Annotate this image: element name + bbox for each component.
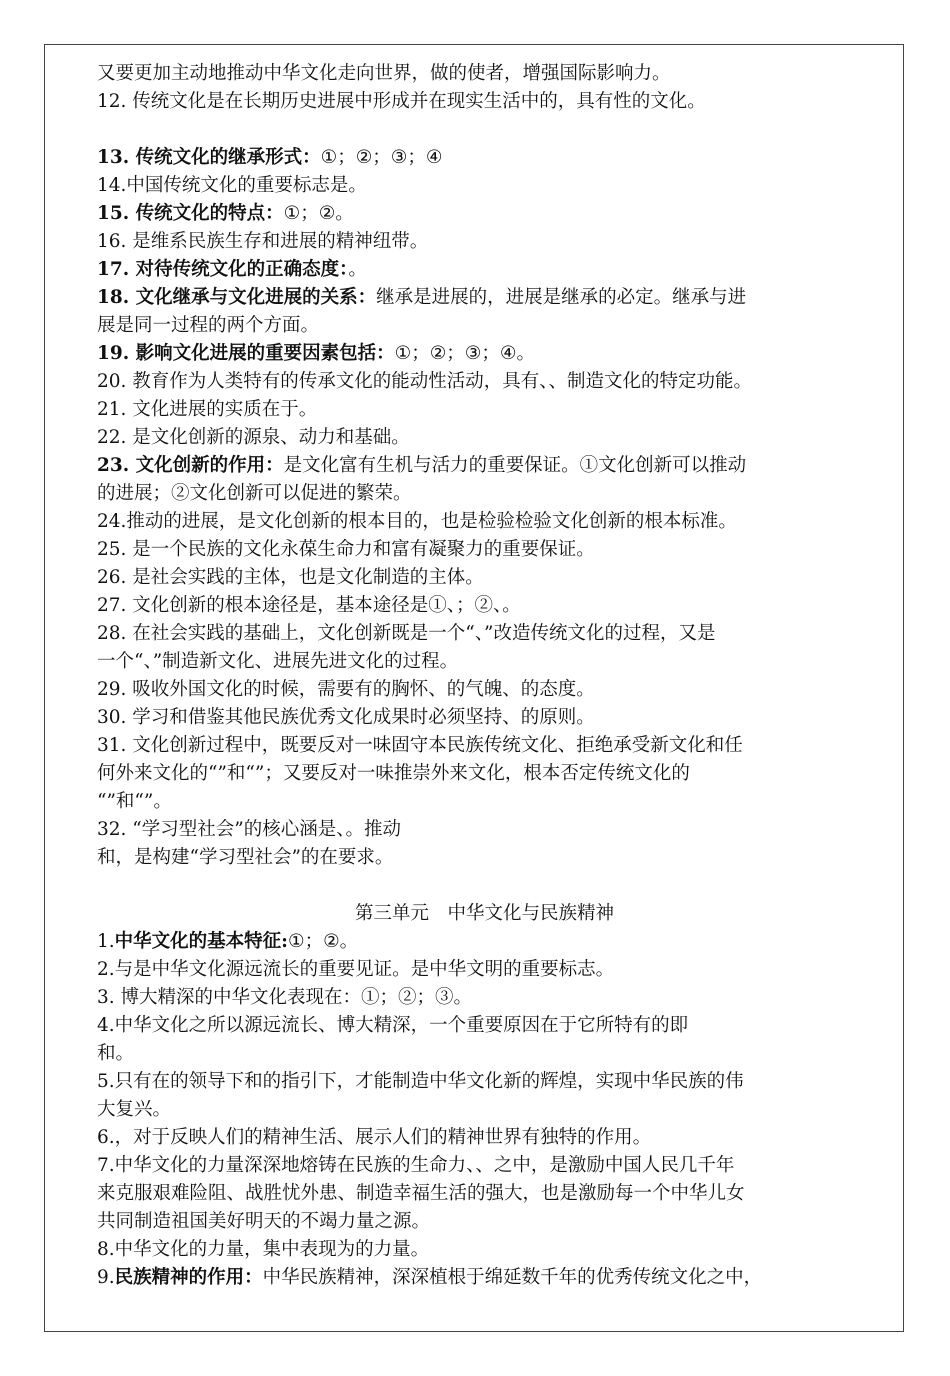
line-text: “”和“”。 [97, 791, 172, 812]
line-text: 7.中华文化的力量深深地熔铸在民族的生命力、、之中，是激励中国人民几千年 [97, 1155, 735, 1176]
text-line [97, 424, 872, 452]
text-line [97, 1264, 872, 1292]
text-line [97, 648, 872, 676]
text-line [97, 984, 872, 1012]
text-line [97, 172, 872, 200]
blank-line [97, 116, 872, 144]
line-text: ①；②；③；④ [320, 147, 443, 168]
text-line [97, 1152, 872, 1180]
text-line [97, 592, 872, 620]
line-text: 2.与是中华文化源远流长的重要见证。是中华文明的重要标志。 [97, 959, 615, 980]
text-line [97, 844, 872, 872]
line-text: 。 [348, 259, 367, 280]
text-line [97, 1068, 872, 1096]
text-line [97, 1124, 872, 1152]
line-text: 和。 [97, 1043, 135, 1064]
text-line [97, 1040, 872, 1068]
text-line [97, 452, 872, 480]
line-text: 14.中国传统文化的重要标志是。 [97, 175, 367, 196]
line-text: 26. 是社会实践的主体，也是文化制造的主体。 [97, 567, 484, 588]
text-line [97, 620, 872, 648]
line-text: 来克服艰难险阻、战胜忧外患、制造幸福生活的强大，也是激励每一个中华儿女 [97, 1183, 745, 1204]
text-line [97, 312, 872, 340]
text-line [97, 480, 872, 508]
line-text: ①；②。 [283, 203, 354, 224]
text-line [97, 1208, 872, 1236]
item-number: 9. [97, 1267, 115, 1288]
line-text: 32. “学习型社会”的核心涵是、。推动 [97, 819, 401, 840]
text-line [97, 284, 872, 312]
line-text: 8.中华文化的力量，集中表现为的力量。 [97, 1239, 430, 1260]
text-line [97, 508, 872, 536]
section-title-text: 第三单元 中华文化与民族精神 [354, 903, 614, 924]
bold-heading: 中华文化的基本特征: [114, 931, 288, 952]
text-line [97, 1096, 872, 1124]
line-text: 16. 是维系民族生存和进展的精神纽带。 [97, 231, 429, 252]
section-title [97, 900, 872, 928]
line-text: 4.中华文化之所以源远流长、博大精深，一个重要原因在于它所特有的即 [97, 1015, 689, 1036]
line-text: 一个“、”制造新文化、进展先进文化的过程。 [97, 651, 459, 672]
document-body [97, 60, 872, 1292]
line-text: 12. 传统文化是在长期历史进展中形成并在现实生活中的，具有性的文化。 [97, 91, 706, 112]
line-text: 中华民族精神，深深植根于绵延数千年的优秀传统文化之中， [262, 1267, 763, 1288]
line-text: ①；②。 [288, 931, 359, 952]
line-text: 22. 是文化创新的源泉、动力和基础。 [97, 427, 410, 448]
line-text: 5.只有在的领导下和的指引下，才能制造中华文化新的辉煌，实现中华民族的伟 [97, 1071, 744, 1092]
text-line [97, 704, 872, 732]
line-text: 24.推动的进展，是文化创新的根本目的，也是检验检验文化创新的根本标准。 [97, 511, 737, 532]
text-line [97, 228, 872, 256]
line-text: 30. 学习和借鉴其他民族优秀文化成果时必须坚持、的原则。 [97, 707, 595, 728]
line-text: 的进展；②文化创新可以促进的繁荣。 [97, 483, 412, 504]
bold-heading: 民族精神的作用： [114, 1267, 263, 1288]
bold-heading: 18. 文化继承与文化进展的关系： [97, 287, 377, 308]
line-text: 27. 文化创新的根本途径是，基本途径是①、；②、。 [97, 595, 521, 616]
line-text: 展是同一过程的两个方面。 [97, 315, 320, 336]
bold-heading: 23. 文化创新的作用： [97, 455, 284, 476]
line-text: 6.，对于反映人们的精神生活、展示人们的精神世界有独特的作用。 [97, 1127, 652, 1148]
bold-heading: 17. 对待传统文化的正确态度： [97, 259, 349, 280]
text-line [97, 760, 872, 788]
line-text: 何外来文化的“”和“”；又要反对一味推崇外来文化，根本否定传统文化的 [97, 763, 690, 784]
line-text: 20. 教育作为人类特有的传承文化的能动性活动，具有、、制造文化的特定功能。 [97, 371, 753, 392]
line-text: 又要更加主动地推动中华文化走向世界，做的使者，增强国际影响力。 [97, 63, 671, 84]
line-text: 大复兴。 [97, 1099, 172, 1120]
text-line [97, 1236, 872, 1264]
blank-line [97, 872, 872, 900]
text-line [97, 956, 872, 984]
text-line [97, 676, 872, 704]
text-line [97, 928, 872, 956]
text-line [97, 788, 872, 816]
text-line [97, 396, 872, 424]
line-text: 和，是构建“学习型社会”的在要求。 [97, 847, 394, 868]
text-line [97, 88, 872, 116]
line-text: 28. 在社会实践的基础上，文化创新既是一个“、”改造传统文化的过程，又是 [97, 623, 716, 644]
line-text: 是文化富有生机与活力的重要保证。①文化创新可以推动 [283, 455, 747, 476]
item-number: 1. [97, 931, 115, 952]
text-line [97, 1180, 872, 1208]
bold-heading: 19. 影响文化进展的重要因素包括： [97, 343, 395, 364]
text-line [97, 256, 872, 284]
text-line [97, 732, 872, 760]
line-text: 31. 文化创新过程中，既要反对一味固守本民族传统文化、拒绝承受新文化和任 [97, 735, 743, 756]
line-text: 21. 文化进展的实质在于。 [97, 399, 318, 420]
text-line [97, 536, 872, 564]
line-text: 25. 是一个民族的文化永葆生命力和富有凝聚力的重要保证。 [97, 539, 595, 560]
bold-heading: 15. 传统文化的特点： [97, 203, 284, 224]
text-line [97, 340, 872, 368]
text-line [97, 816, 872, 844]
text-line [97, 1012, 872, 1040]
line-text: 3. 博大精深的中华文化表现在：①；②；③。 [97, 987, 473, 1008]
line-text: 共同制造祖国美好明天的不竭力量之源。 [97, 1211, 431, 1232]
text-line [97, 200, 872, 228]
line-text: 继承是进展的，进展是继承的必定。继承与进 [376, 287, 747, 308]
line-text: 29. 吸收外国文化的时候，需要有的胸怀、的气魄、的态度。 [97, 679, 595, 700]
text-line [97, 144, 872, 172]
text-line [97, 60, 872, 88]
text-line [97, 564, 872, 592]
bold-heading: 13. 传统文化的继承形式： [97, 147, 321, 168]
text-line [97, 368, 872, 396]
line-text: ①；②；③；④。 [394, 343, 535, 364]
